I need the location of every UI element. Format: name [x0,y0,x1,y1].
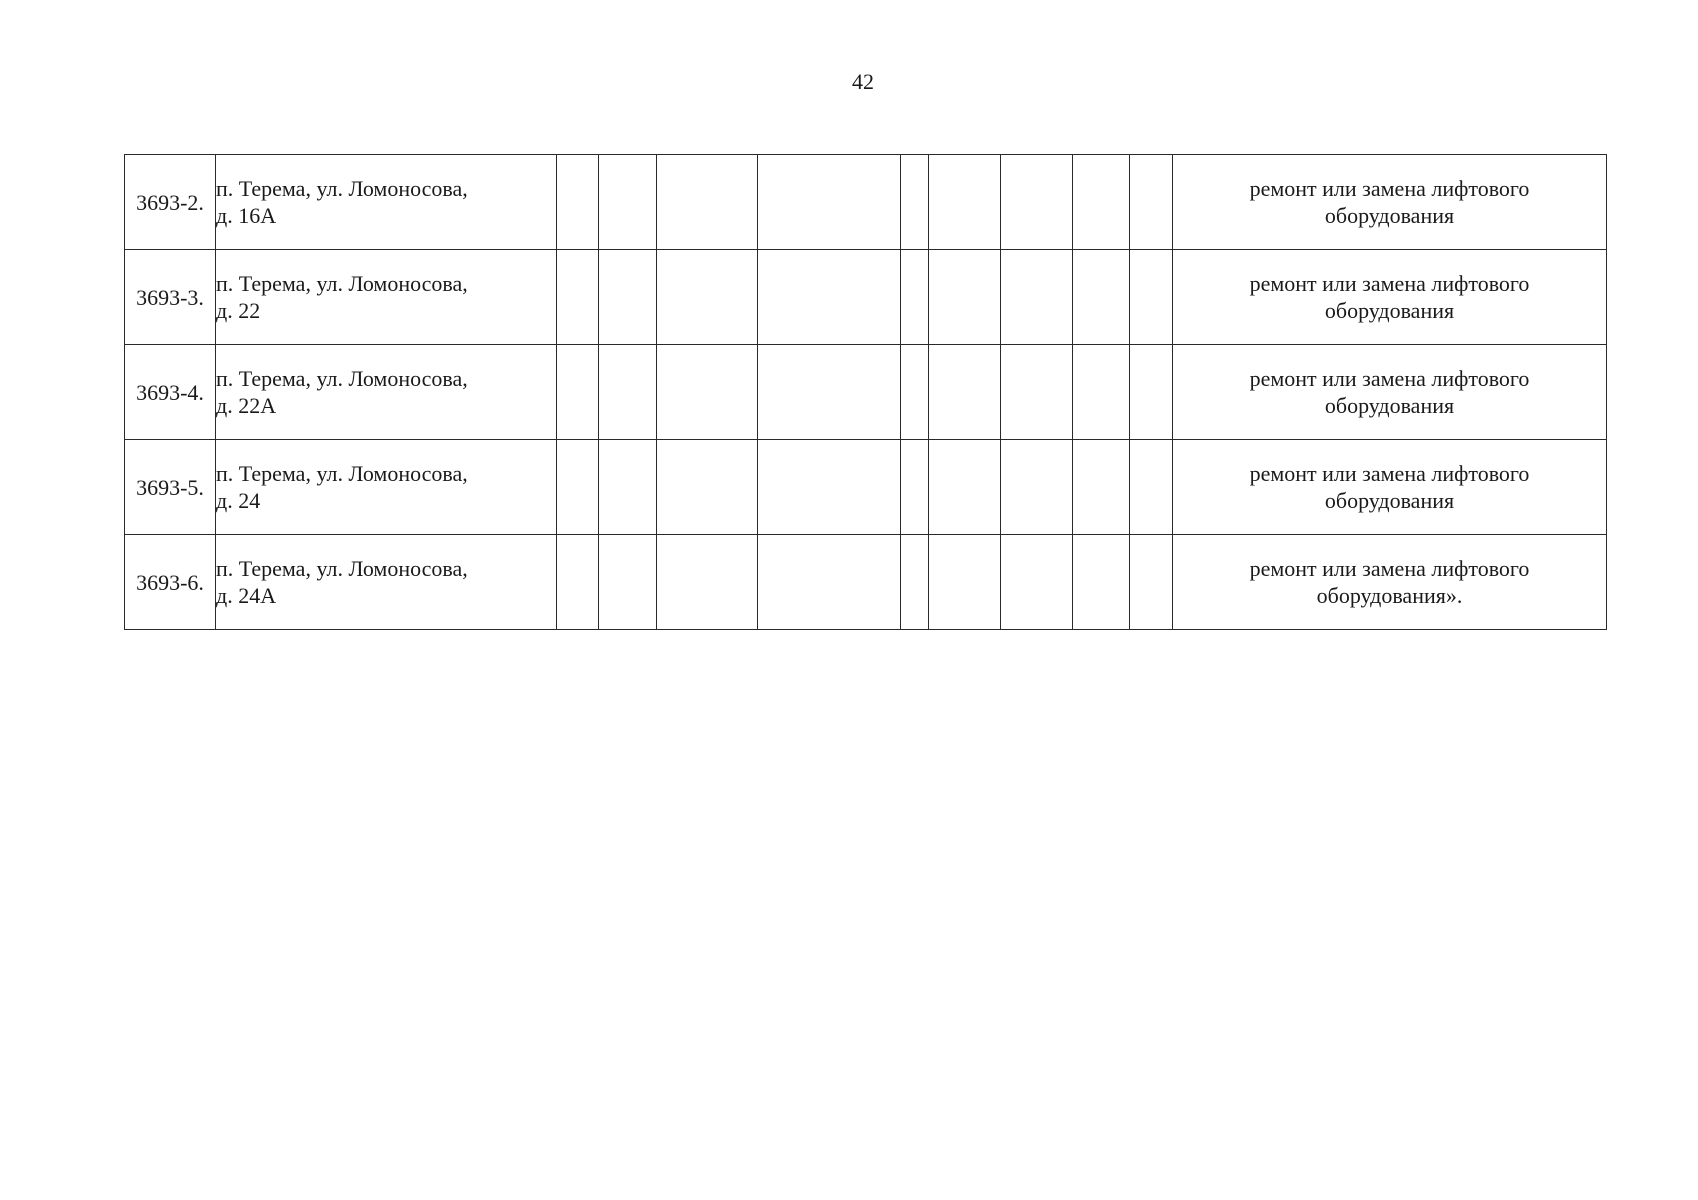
address-line: п. Терема, ул. Ломоносова, [216,461,468,486]
table-row [125,155,1607,250]
work-type-cell [1173,535,1607,630]
address-cell [216,345,557,440]
empty-cell [1130,535,1173,630]
empty-cell [758,440,901,535]
empty-cell [1001,440,1073,535]
empty-cell [1001,155,1073,250]
empty-cell [1130,250,1173,345]
empty-cell [599,440,657,535]
address-cell [216,535,557,630]
row-number-cell: 3693-5. [125,440,216,535]
address-cell [216,155,557,250]
empty-cell [557,155,599,250]
table-row [125,345,1607,440]
empty-cell [557,440,599,535]
empty-cell [599,155,657,250]
empty-cell [557,250,599,345]
empty-cell [1073,345,1130,440]
empty-cell [1130,155,1173,250]
empty-cell [657,535,758,630]
address-line: д. 24А [216,583,277,608]
empty-cell [929,250,1001,345]
row-number-cell: 3693-6. [125,535,216,630]
empty-cell [758,345,901,440]
address-line: д. 22 [216,298,261,323]
empty-cell [901,345,929,440]
address-cell [216,250,557,345]
empty-cell [557,535,599,630]
empty-cell [1001,345,1073,440]
empty-cell [1073,250,1130,345]
empty-cell [901,440,929,535]
empty-cell [901,155,929,250]
work-type-line: оборудования [1324,488,1455,513]
row-number-cell: 3693-2. [125,155,216,250]
work-type-cell [1173,250,1607,345]
page-number: 42 [852,69,874,94]
address-line: п. Терема, ул. Ломоносова, [216,271,468,296]
empty-cell [599,250,657,345]
empty-cell [657,440,758,535]
empty-cell [758,250,901,345]
work-type-line: ремонт или замена лифтового [1249,271,1530,296]
empty-cell [557,345,599,440]
work-type-cell [1173,155,1607,250]
empty-cell [657,250,758,345]
address-line: п. Терема, ул. Ломоносова, [216,366,468,391]
row-number-cell: 3693-3. [125,250,216,345]
address-line: д. 16А [216,203,277,228]
empty-cell [901,250,929,345]
empty-cell [929,440,1001,535]
work-type-line: ремонт или замена лифтового [1249,461,1530,486]
work-type-cell [1173,440,1607,535]
empty-cell [599,345,657,440]
empty-cell [599,535,657,630]
work-type-line: оборудования». [1316,583,1463,608]
work-type-line: оборудования [1324,298,1455,323]
empty-cell [929,345,1001,440]
address-line: п. Терема, ул. Ломоносова, [216,556,468,581]
address-line: д. 24 [216,488,261,513]
empty-cell [1130,440,1173,535]
empty-cell [657,155,758,250]
empty-cell [1073,535,1130,630]
table-row [125,250,1607,345]
empty-cell [901,535,929,630]
table-row [125,440,1607,535]
empty-cell [1073,155,1130,250]
empty-cell [1001,250,1073,345]
work-type-line: ремонт или замена лифтового [1249,176,1530,201]
empty-cell [929,155,1001,250]
empty-cell [1073,440,1130,535]
work-type-line: оборудования [1324,203,1455,228]
empty-cell [1001,535,1073,630]
work-type-cell [1173,345,1607,440]
work-type-line: оборудования [1324,393,1455,418]
address-cell [216,440,557,535]
work-type-line: ремонт или замена лифтового [1249,366,1530,391]
register-table [124,154,1607,630]
empty-cell [1130,345,1173,440]
work-type-line: ремонт или замена лифтового [1249,556,1530,581]
address-line: п. Терема, ул. Ломоносова, [216,176,468,201]
row-number-cell: 3693-4. [125,345,216,440]
table-row [125,535,1607,630]
empty-cell [758,535,901,630]
empty-cell [657,345,758,440]
empty-cell [758,155,901,250]
empty-cell [929,535,1001,630]
address-line: д. 22А [216,393,277,418]
